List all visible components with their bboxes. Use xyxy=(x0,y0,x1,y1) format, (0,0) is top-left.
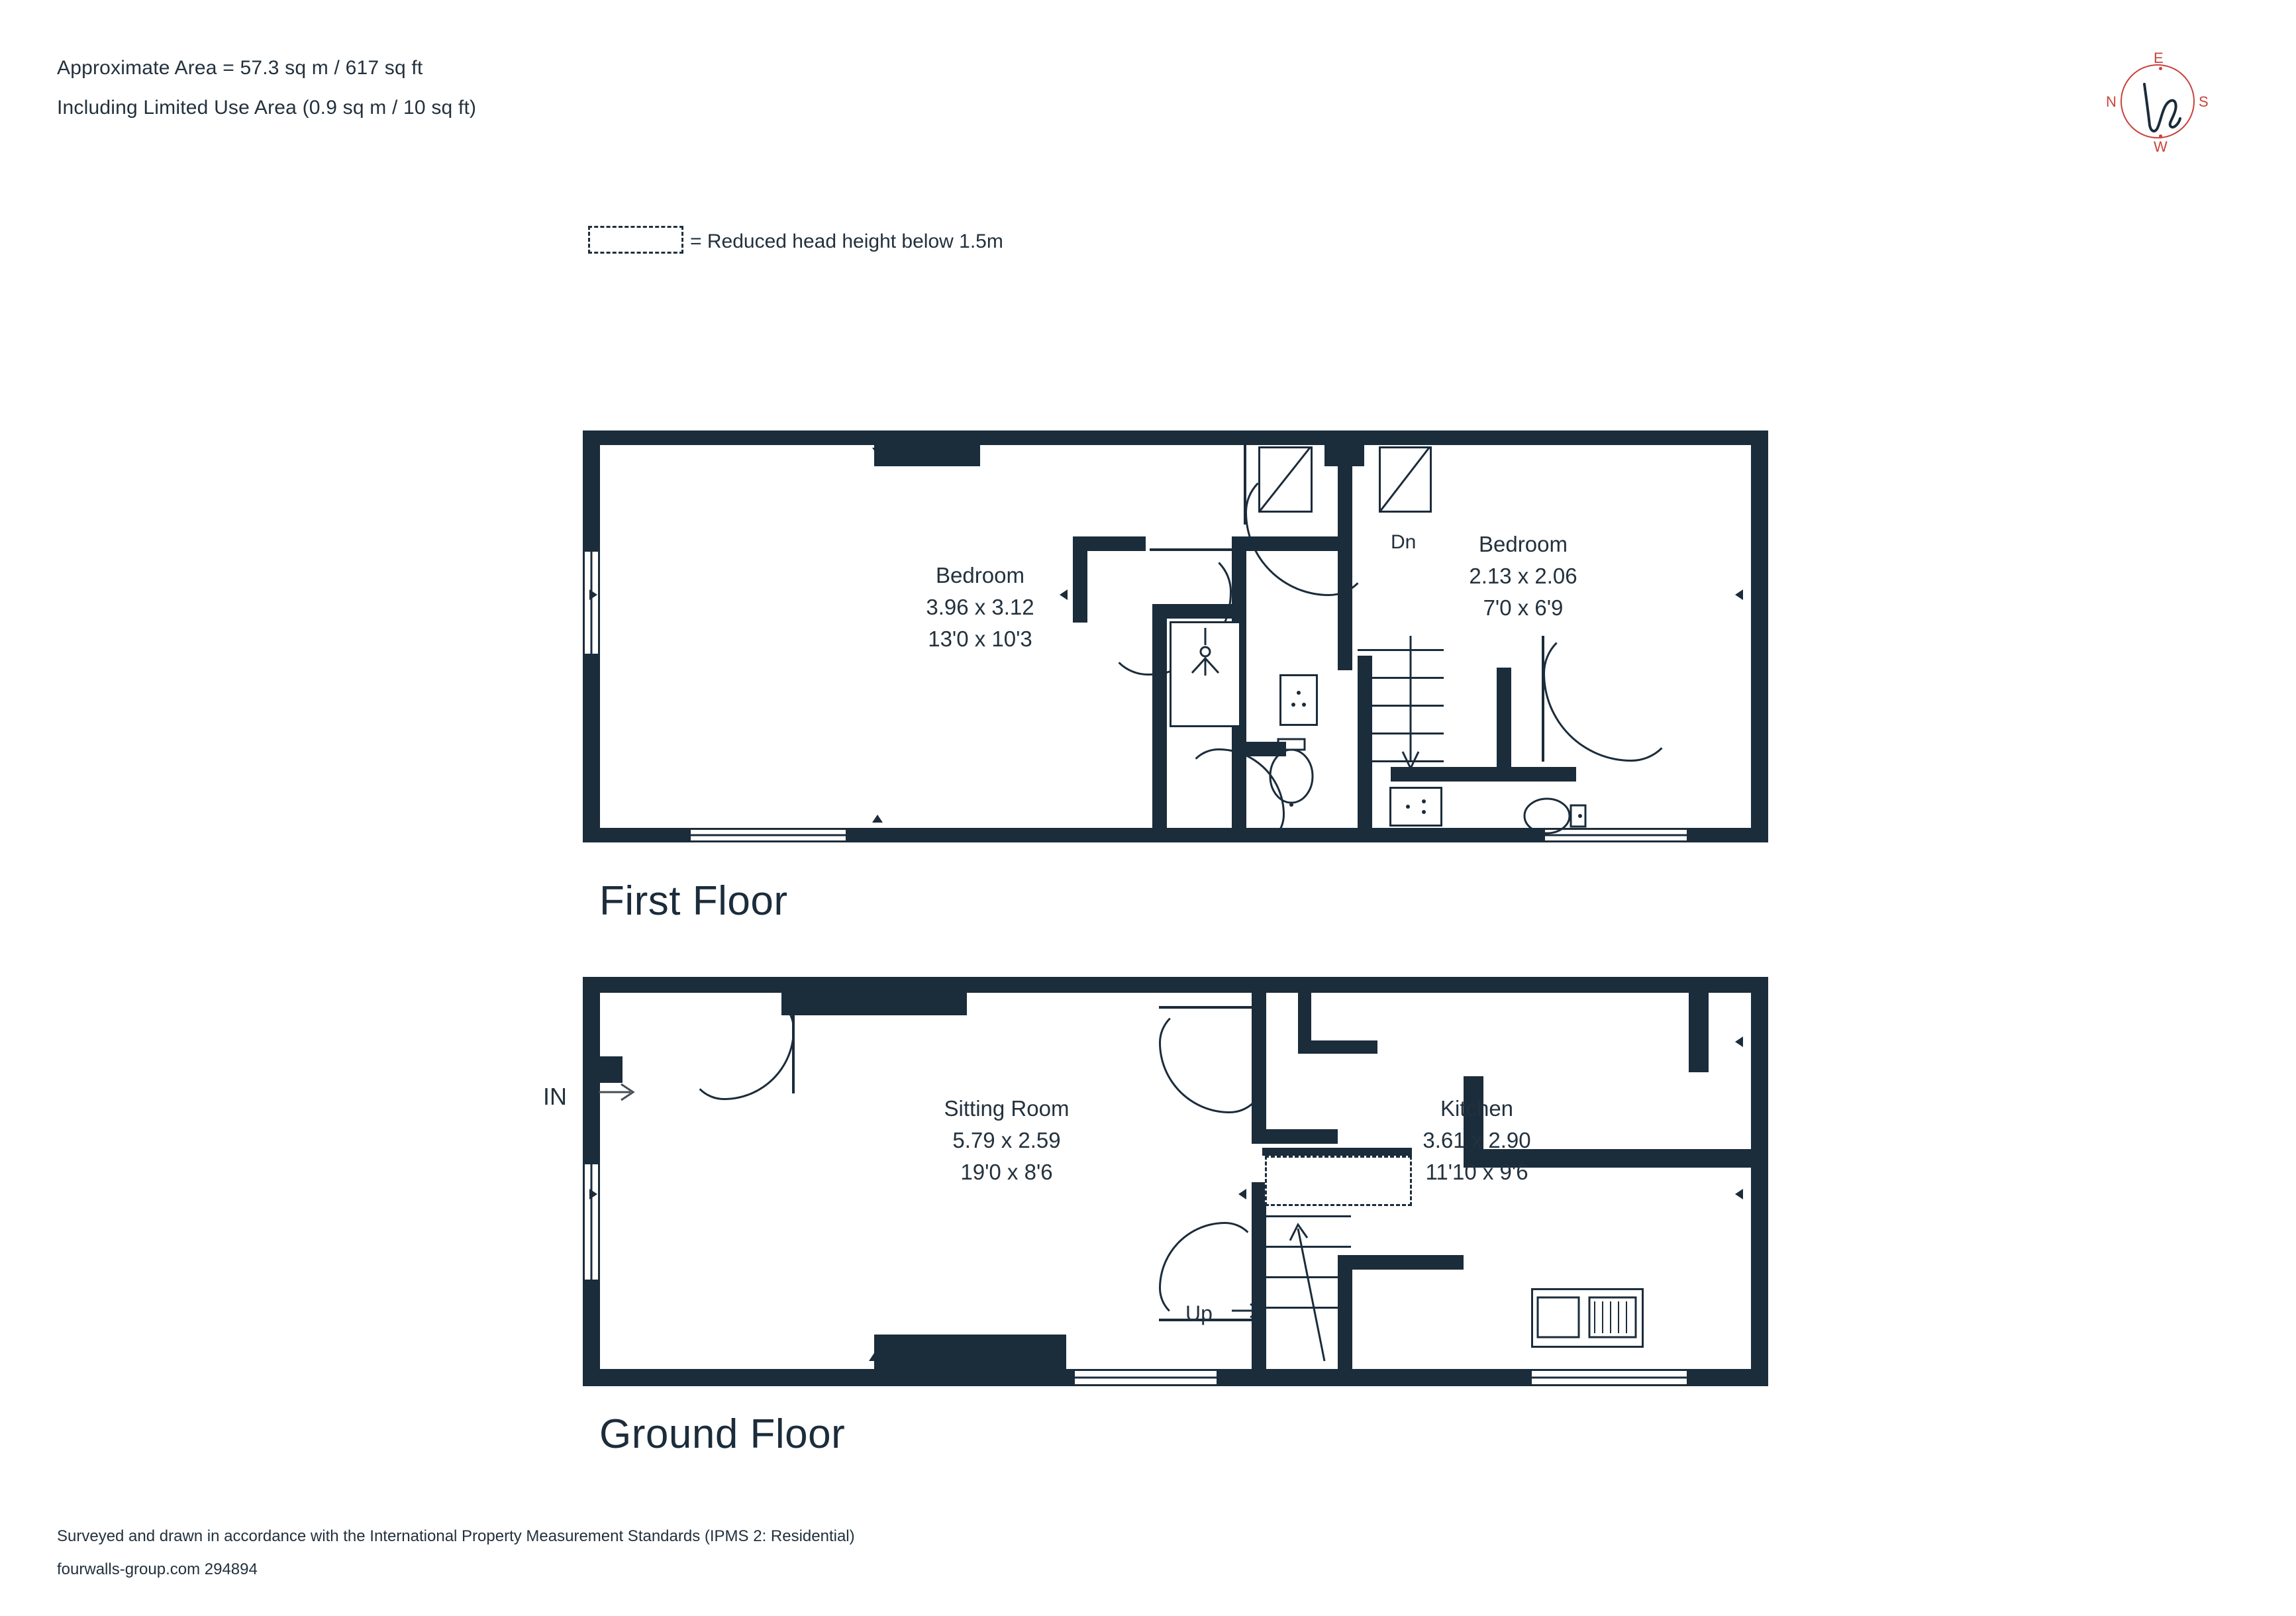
dimension-arrow-icon xyxy=(1735,589,1743,600)
stairs-up-arrow-icon xyxy=(1232,1296,1278,1325)
room-name: Kitchen xyxy=(1440,1096,1514,1121)
room-metric: 5.79 x 2.59 xyxy=(952,1128,1061,1152)
exterior-wall-right xyxy=(1751,430,1768,842)
ground-floor-title: Ground Floor xyxy=(599,1411,846,1457)
exterior-wall-top xyxy=(583,977,1768,993)
toilet-icon xyxy=(1517,788,1589,845)
window-left-bedroom xyxy=(583,550,600,656)
room-name: Sitting Room xyxy=(944,1096,1070,1121)
toilet-icon xyxy=(1258,735,1324,828)
kitchen-sink-detail-icon xyxy=(1531,1288,1644,1348)
dimension-arrow-icon xyxy=(1257,1036,1265,1047)
room-label-bedroom-1 xyxy=(821,560,1139,655)
compass-rose xyxy=(2106,50,2212,156)
room-label-sitting-room xyxy=(848,1093,1166,1188)
room-imperial: 19'0 x 8'6 xyxy=(960,1160,1053,1184)
room-label-kitchen xyxy=(1318,1093,1636,1188)
window-bottom-bedroom xyxy=(689,828,848,842)
door-leaf-entrance xyxy=(792,994,795,1093)
ground-floor-plan xyxy=(543,964,1781,1388)
compass-tick-top-icon xyxy=(2159,67,2162,70)
interior-wall-understairs-top xyxy=(1298,1040,1377,1054)
compass-label-south: S xyxy=(2199,93,2209,110)
dimension-arrow-icon xyxy=(872,815,883,823)
interior-wall-bedroom2-right xyxy=(1497,668,1511,782)
door-swing-bedroom2 xyxy=(1543,629,1675,762)
door-leaf-shower-room xyxy=(1244,750,1246,836)
first-floor-plan xyxy=(570,430,1781,841)
dimension-arrow-icon xyxy=(1735,1189,1743,1199)
dimension-arrow-icon xyxy=(869,997,879,1005)
basin-taps-icon xyxy=(1389,787,1442,827)
approximate-area-text: Approximate Area = 57.3 sq m / 617 sq ft xyxy=(57,57,423,79)
wall-recess-top-left xyxy=(874,445,980,466)
dimension-arrow-icon xyxy=(589,1189,597,1199)
shower-head-icon xyxy=(1170,621,1241,727)
room-imperial: 13'0 x 10'3 xyxy=(928,627,1032,651)
door-leaf-sitting-room xyxy=(1159,1006,1258,1009)
stair-direction-arrow-icon xyxy=(1358,629,1457,788)
door-swing-sitting-room xyxy=(1159,1007,1265,1113)
dimension-arrow-icon xyxy=(589,589,597,600)
window-bottom-kitchen xyxy=(1530,1369,1689,1386)
chimney-breast xyxy=(874,1335,1066,1369)
room-metric: 2.13 x 2.06 xyxy=(1469,564,1577,588)
stair-direction-arrow-icon xyxy=(1258,1209,1358,1374)
room-imperial: 7'0 x 6'9 xyxy=(1483,595,1564,620)
legend-label: = Reduced head height below 1.5m xyxy=(690,230,1003,252)
door-leaf-bedroom2 xyxy=(1542,636,1544,762)
roof-window-cross-icon xyxy=(1379,446,1432,513)
stairs-up-label: Up xyxy=(1185,1301,1213,1325)
dimension-arrow-icon xyxy=(872,448,883,456)
entrance-label: IN xyxy=(543,1083,567,1110)
dimension-arrow-icon xyxy=(869,1353,879,1361)
room-name: Bedroom xyxy=(936,563,1024,587)
dimension-arrow-icon xyxy=(1735,1036,1743,1047)
source-footnote: fourwalls-group.com 294894 xyxy=(57,1560,258,1578)
compass-label-east: E xyxy=(2154,50,2164,66)
exterior-wall-right xyxy=(1751,977,1768,1386)
door-leaf-landing xyxy=(1244,445,1246,525)
compass-label-west: W xyxy=(2154,138,2168,155)
basin-taps-icon xyxy=(1279,674,1318,726)
room-metric: 3.61 x 2.90 xyxy=(1423,1128,1531,1152)
kitchen-unit-right xyxy=(1689,993,1709,1072)
first-floor-title: First Floor xyxy=(599,878,788,924)
limited-use-area-text: Including Limited Use Area (0.9 sq m / 10 sq ft) xyxy=(57,97,477,119)
exterior-wall-top xyxy=(583,430,1768,445)
room-imperial: 11'10 x 9'6 xyxy=(1425,1160,1528,1184)
compass-tick-bottom-icon xyxy=(2159,134,2162,138)
dashed-rectangle-swatch-icon xyxy=(588,226,683,254)
dimension-arrow-icon xyxy=(1238,1189,1246,1199)
roof-window-cross-icon xyxy=(1258,446,1313,513)
window-left-sitting-room xyxy=(583,1162,600,1282)
wall-pier-left xyxy=(583,1056,623,1083)
interior-wall-bedroom2-bottom xyxy=(1497,767,1576,782)
door-leaf-bedroom1 xyxy=(1150,548,1232,551)
room-name: Bedroom xyxy=(1479,532,1568,556)
interior-wall-landing-top xyxy=(1073,536,1146,551)
door-swing-entrance xyxy=(689,994,795,1100)
standards-footnote: Surveyed and drawn in accordance with the International Property Measurement Standards (IPMS 2: Residential) xyxy=(57,1527,855,1545)
window-bottom-sitting-room xyxy=(1073,1369,1219,1386)
stairs-down-label: Dn xyxy=(1391,531,1417,553)
compass-label-north: N xyxy=(2106,93,2117,110)
room-metric: 3.96 x 3.12 xyxy=(926,595,1034,619)
